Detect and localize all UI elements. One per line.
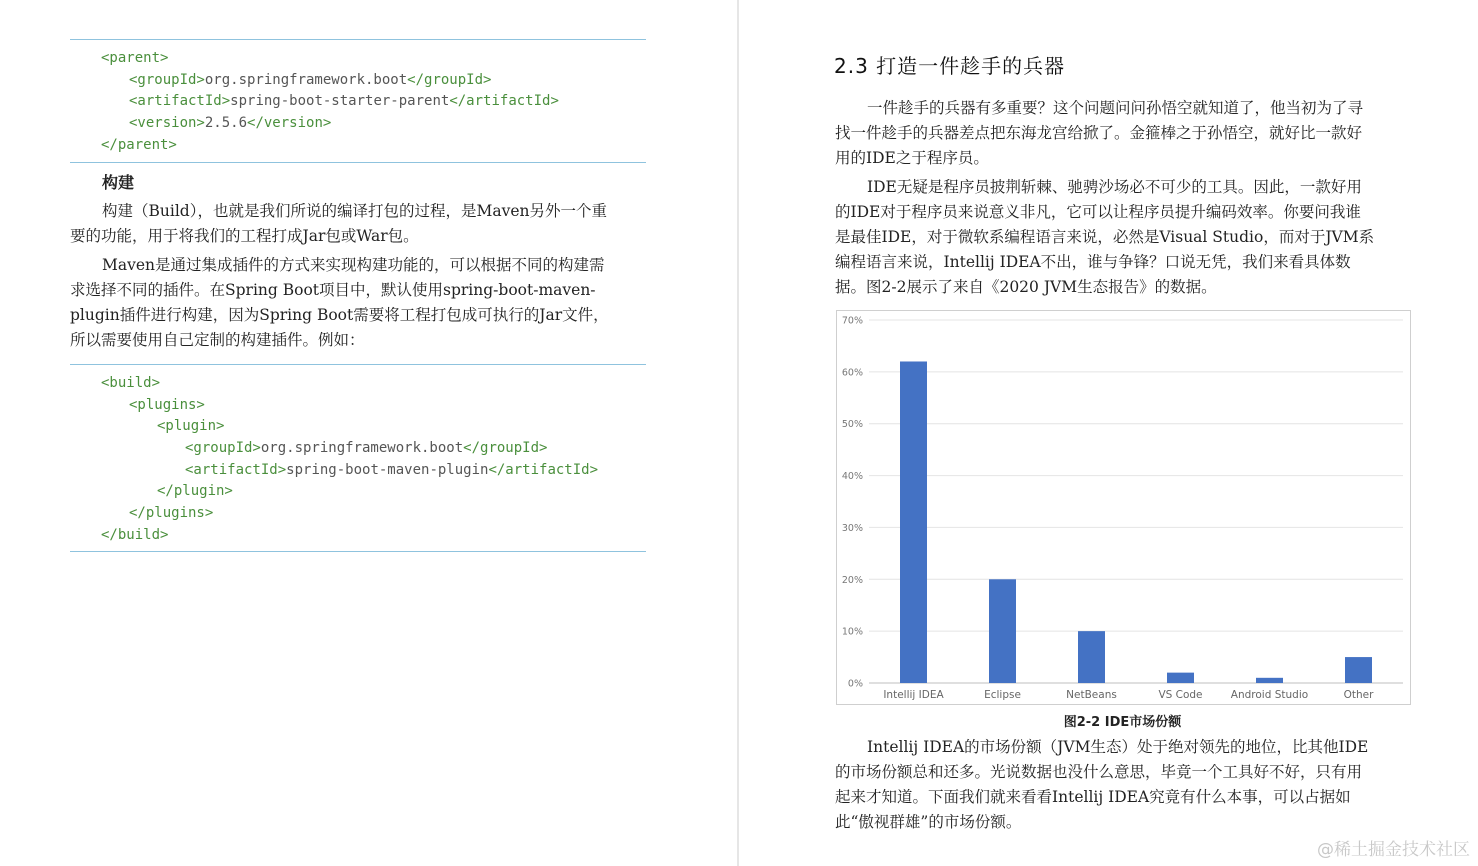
bar-other <box>1345 657 1372 683</box>
bar-android-studio <box>1256 678 1283 683</box>
text-line: 的IDE对于程序员来说意义非凡，它可以让程序员提升编码效率。你要问我谁 <box>835 203 1361 221</box>
y-tick-label: 70% <box>841 315 863 327</box>
code-line: <plugins> <box>129 397 205 413</box>
y-tick-label: 0% <box>847 678 863 690</box>
y-tick-label: 40% <box>841 471 863 483</box>
x-tick-label: NetBeans <box>1066 689 1117 701</box>
watermark: @稀土掘金技术社区 <box>1317 840 1470 860</box>
code-line: <artifactId>spring-boot-maven-plugin</artifactId> <box>185 462 599 478</box>
bar-eclipse <box>989 579 1016 683</box>
code-line: <build> <box>101 375 161 391</box>
x-tick-label: Eclipse <box>984 689 1021 701</box>
paragraph-weapon <box>835 96 1407 171</box>
bar-intellij-idea <box>900 361 927 683</box>
paragraph-build-plugin <box>70 253 640 353</box>
paragraph-ide <box>835 175 1407 300</box>
x-tick-label: VS Code <box>1158 689 1203 701</box>
text-line: 要的功能，用于将我们的工程打成Jar包或War包。 <box>70 227 419 245</box>
code-block-build <box>70 364 646 552</box>
text-line: 一件趁手的兵器有多重要？这个问题问问孙悟空就知道了，他当初为了寻 <box>867 99 1364 117</box>
section-title: 2.3 打造一件趁手的兵器 <box>834 54 1066 78</box>
text-line: 起来才知道。下面我们就来看看Intellij IDEA究竟有什么本事，可以占据如 <box>835 788 1351 806</box>
ide-market-share-chart <box>836 310 1411 705</box>
text-line: 构建（Build），也就是我们所说的编译打包的过程，是Maven另外一个重 <box>102 202 607 220</box>
code-line: </build> <box>101 527 169 543</box>
y-tick-label: 30% <box>841 522 863 534</box>
code-line: <groupId>org.springframework.boot</groupId> <box>129 72 492 88</box>
code-line: </plugin> <box>157 483 233 499</box>
text-line: 是最佳IDE，对于微软系编程语言来说，必然是Visual Studio，而对于JVM系 <box>835 228 1375 246</box>
bar-vs-code <box>1167 673 1194 683</box>
y-tick-label: 50% <box>841 419 863 431</box>
text-line: 求选择不同的插件。在Spring Boot项目中，默认使用spring-boot-maven- <box>70 281 596 299</box>
text-line: 找一件趁手的兵器差点把东海龙宫给掀了。金箍棒之于孙悟空，就好比一款好 <box>835 124 1363 142</box>
code-line: <artifactId>spring-boot-starter-parent</artifactId> <box>129 93 559 109</box>
code-line: </plugins> <box>129 505 214 521</box>
code-line: <version>2.5.6</version> <box>129 115 332 131</box>
bar-netbeans <box>1078 631 1105 683</box>
code-line: </parent> <box>101 137 177 153</box>
x-tick-label: Android Studio <box>1230 689 1309 701</box>
text-line: 的市场份额总和还多。光说数据也没什么意思，毕竟一个工具好不好，只有用 <box>835 763 1363 781</box>
text-line: Maven是通过集成插件的方式来实现构建功能的，可以根据不同的构建需 <box>102 256 605 274</box>
text-line: 用的IDE之于程序员。 <box>835 149 989 167</box>
text-line: IDE无疑是程序员披荆斩棘、驰骋沙场必不可少的工具。因此，一款好用 <box>867 178 1362 196</box>
text-line: Intellij IDEA的市场份额（JVM生态）处于绝对领先的地位，比其他IDE <box>867 738 1369 756</box>
text-line: 所以需要使用自己定制的构建插件。例如： <box>70 331 365 349</box>
text-line: 此“傲视群雄”的市场份额。 <box>835 813 1022 831</box>
x-tick-label: Other <box>1343 689 1374 701</box>
x-tick-label: Intellij IDEA <box>883 689 944 701</box>
chart-svg <box>837 311 1410 704</box>
text-line: plugin插件进行构建，因为Spring Boot需要将工程打包成可执行的Jar文件， <box>70 306 609 324</box>
y-tick-label: 10% <box>841 626 863 638</box>
code-line: <plugin> <box>157 418 225 434</box>
code-line: <groupId>org.springframework.boot</groupId> <box>185 440 548 456</box>
paragraph-idea-share <box>835 735 1407 835</box>
left-page <box>0 0 737 866</box>
text-line: 编程语言来说，Intellij IDEA不出，谁与争锋？口说无凭，我们来看具体数 <box>835 253 1351 271</box>
text-line: 据。图2-2展示了来自《2020 JVM生态报告》的数据。 <box>835 278 1217 296</box>
build-heading: 构建 <box>102 173 135 192</box>
y-tick-label: 60% <box>841 367 863 379</box>
code-line: <parent> <box>101 50 169 66</box>
y-tick-label: 20% <box>841 574 863 586</box>
paragraph-build-intro <box>70 199 640 249</box>
figure-caption: 图2-2 IDE市场份额 <box>1063 715 1182 730</box>
